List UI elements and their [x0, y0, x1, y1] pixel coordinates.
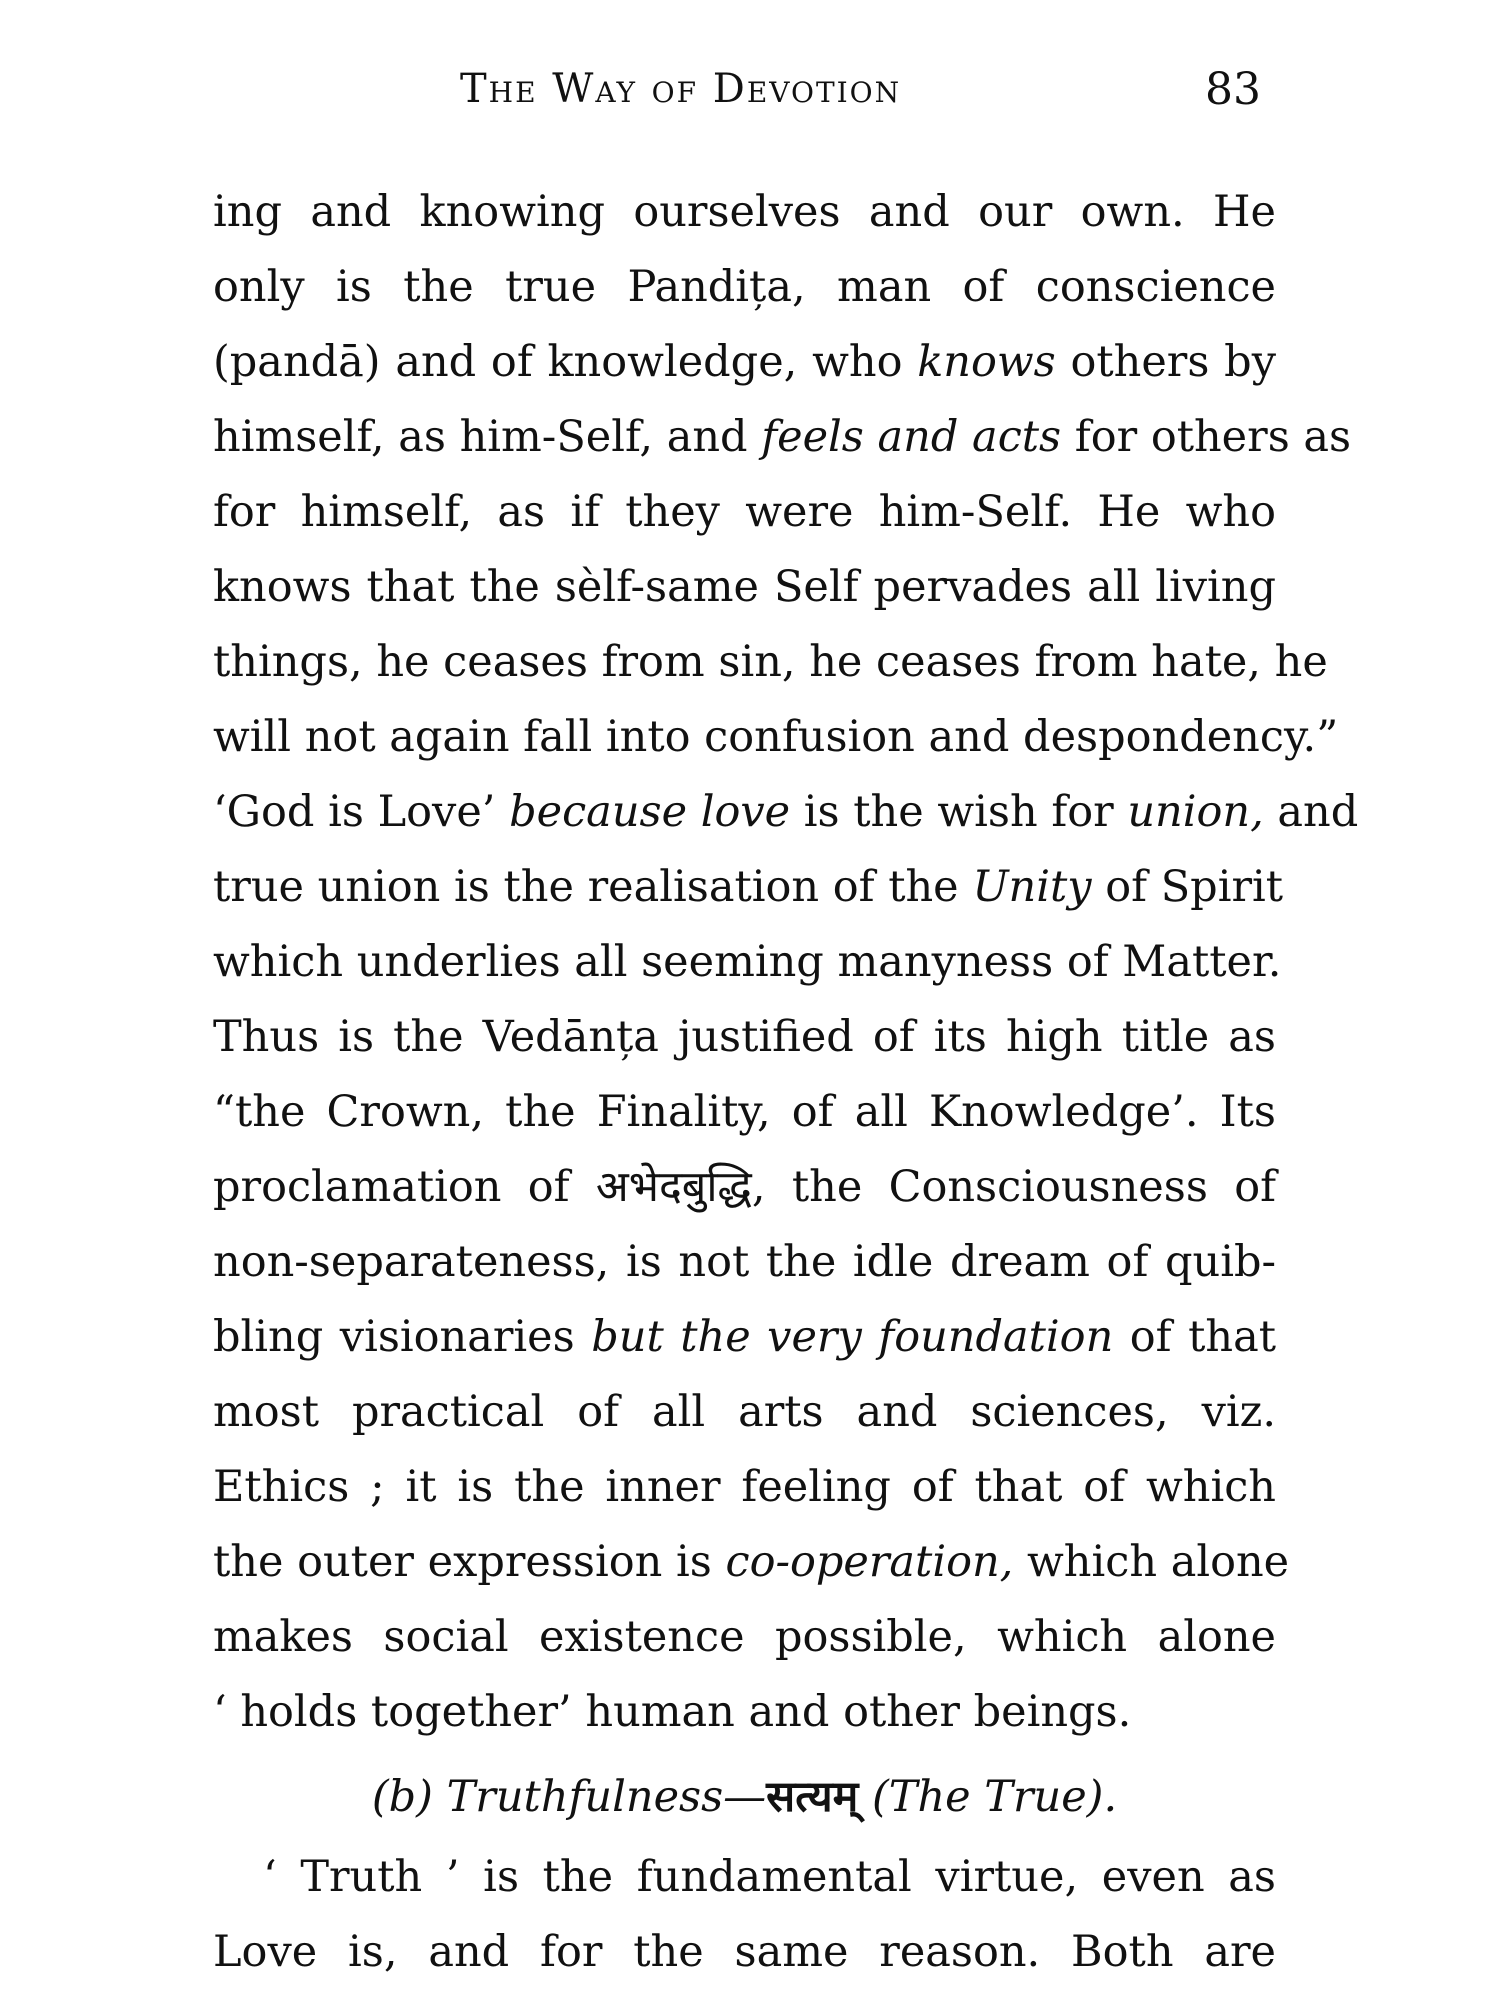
section-label: (b) Truthfulness—: [371, 1772, 767, 1822]
section-gloss: (The True).: [872, 1772, 1118, 1822]
text-segment: himself, as him-Self, and: [213, 412, 748, 462]
text-line: only is the true Pandița, man of conscience: [213, 262, 1276, 312]
text-line: things, he ceases from sin, he ceases from hate, he: [213, 637, 1328, 687]
text-line: [213, 775, 1359, 850]
text-line: Love is, and for the same reason. Both are: [213, 1927, 1276, 1977]
text-line: [213, 1525, 1290, 1600]
section-heading: [213, 1754, 1276, 1840]
text-line: ‘ Truth ’ is the fundamental virtue, even as: [263, 1852, 1276, 1902]
text-segment: of that: [1129, 1312, 1277, 1362]
body-text: [213, 175, 1359, 1990]
italic-emphasis: but the very foundation: [591, 1312, 1114, 1362]
text-line: ‘ holds together’ human and other beings.: [213, 1687, 1132, 1737]
italic-emphasis: union,: [1127, 787, 1264, 837]
devanagari-term: सत्यम्: [766, 1772, 859, 1822]
text-segment: bling visionaries: [213, 1312, 575, 1362]
text-line: knows that the sèlf-same Self pervades all living: [213, 562, 1276, 612]
running-title: The Way of Devotion: [460, 66, 902, 112]
text-line: will not again fall into confusion and despondency.”: [213, 712, 1339, 762]
text-line: ing and knowing ourselves and our own. He: [213, 187, 1276, 237]
text-line: Ethics ; it is the inner feeling of that of which: [213, 1462, 1276, 1512]
text-segment: true union is the realisation of the: [213, 862, 959, 912]
text-segment: the outer expression is: [213, 1537, 712, 1587]
text-segment: is the wish for: [803, 787, 1114, 837]
text-line: [213, 1300, 1276, 1375]
text-segment: of Spirit: [1105, 862, 1284, 912]
text-segment: others by: [1070, 337, 1277, 387]
text-line: non-separateness, is not the idle dream of quib-: [213, 1237, 1276, 1287]
text-line: Thus is the Vedānța justified of its high title as: [213, 1012, 1276, 1062]
italic-emphasis: feels and acts: [761, 412, 1062, 462]
text-line: for himself, as if they were him-Self. He who: [213, 487, 1276, 537]
text-line: makes social existence possible, which alone: [213, 1612, 1276, 1662]
italic-emphasis: Unity: [972, 862, 1092, 912]
text-line: [213, 400, 1352, 475]
text-line: “the Crown, the Finality, of all Knowledge’. Its: [213, 1087, 1276, 1137]
text-segment: ‘God is Love’: [213, 787, 496, 837]
text-line: which underlies all seeming manyness of Matter.: [213, 937, 1282, 987]
text-line: [213, 325, 1276, 400]
text-segment: the Consciousness of: [791, 1162, 1276, 1212]
italic-emphasis: co-operation,: [725, 1537, 1014, 1587]
text-segment: for others as: [1074, 412, 1352, 462]
text-line: most practical of all arts and sciences, viz.: [213, 1387, 1276, 1437]
text-line: [213, 1150, 1276, 1225]
devanagari-term: अभेदबुद्धि,: [595, 1162, 766, 1212]
text-segment: (pandā) and of knowledge, who: [213, 337, 903, 387]
text-segment: proclamation of: [213, 1162, 570, 1212]
italic-emphasis: knows: [917, 337, 1056, 387]
text-segment: which alone: [1027, 1537, 1290, 1587]
text-line: [213, 850, 1284, 925]
text-segment: and: [1277, 787, 1359, 837]
italic-emphasis: because love: [509, 787, 791, 837]
page-number: 83: [1205, 64, 1261, 115]
